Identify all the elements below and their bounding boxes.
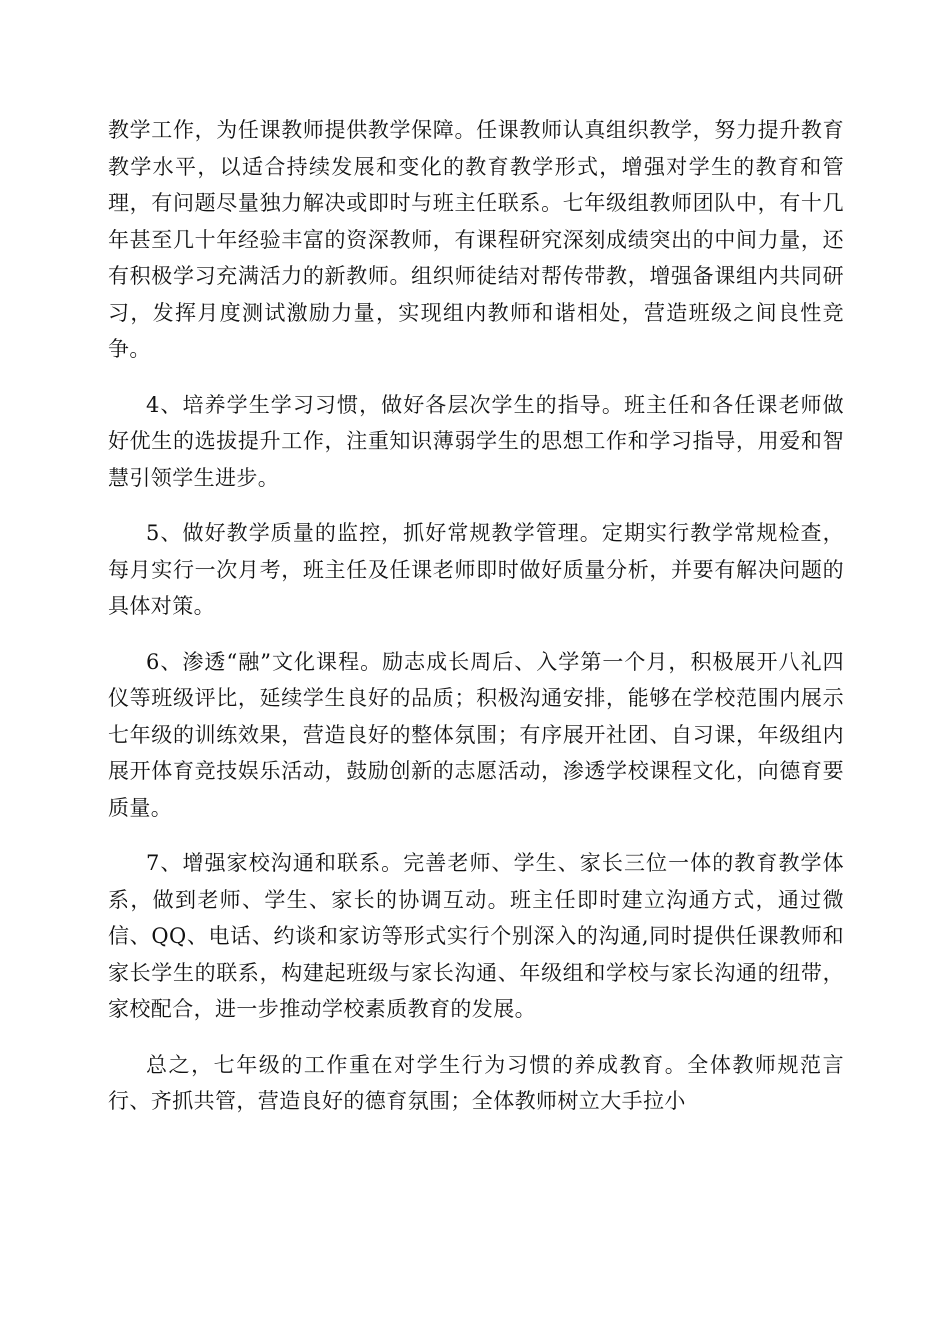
paragraph-culture-curriculum: 6、渗透“融”文化课程。励志成长周后、入学第一个月，积极展开八礼四仪等班级评比，延续学生良好的品质；积极沟通安排，能够在学校范围内展示七年级的训练效果，营造良好的整体氛围；有序展开社团、自习课，年级组内展开体育竞技娱乐活动，鼓励创新的志愿活动，渗透学校课程文化，向德育要质量。: [108, 649, 844, 820]
paragraph-quality-monitoring: 5、做好教学质量的监控，抓好常规教学管理。定期实行教学常规检查，每月实行一次月考，班主任及任课老师即时做好质量分析，并要有解决问题的具体对策。: [108, 521, 844, 618]
paragraph-study-habits: 4、培养学生学习习惯，做好各层次学生的指导。班主任和各任课老师做好优生的选拔提升工作，注重知识薄弱学生的思想工作和学习指导，用爱和智慧引领学生进步。: [108, 392, 844, 490]
paragraph-home-school: 7、增强家校沟通和联系。完善老师、学生、家长三位一体的教育教学体系，做到老师、学生、家长的协调互动。班主任即时建立沟通方式，通过微信、QQ、电话、约谈和家访等形式实行个别深入的沟通,同时提供任课教师和家长学生的联系，构建起班级与家长沟通、年级组和学校与家长沟通的纽带，家校配合，进一步推动学校素质教育的发展。: [108, 851, 844, 1021]
document-page: [108, 112, 844, 1139]
paragraph-summary: 总之，七年级的工作重在对学生行为习惯的养成教育。全体教师规范言行、齐抓共管，营造良好的德育氛围；全体教师树立大手拉小: [108, 1052, 844, 1113]
paragraph-teaching-work: 教学工作，为任课教师提供教学保障。任课教师认真组织教学，努力提升教育教学水平，以适合持续发展和变化的教育教学形式，增强对学生的教育和管理，有问题尽量独力解决或即时与班主任联系。七年级组教师团队中，有十几年甚至几十年经验丰富的资深教师，有课程研究深刻成绩突出的中间力量，还有积极学习充满活力的新教师。组织师徒结对帮传带教，增强备课组内共同研习，发挥月度测试激励力量，实现组内教师和谐相处，营造班级之间良性竞争。: [108, 118, 844, 361]
